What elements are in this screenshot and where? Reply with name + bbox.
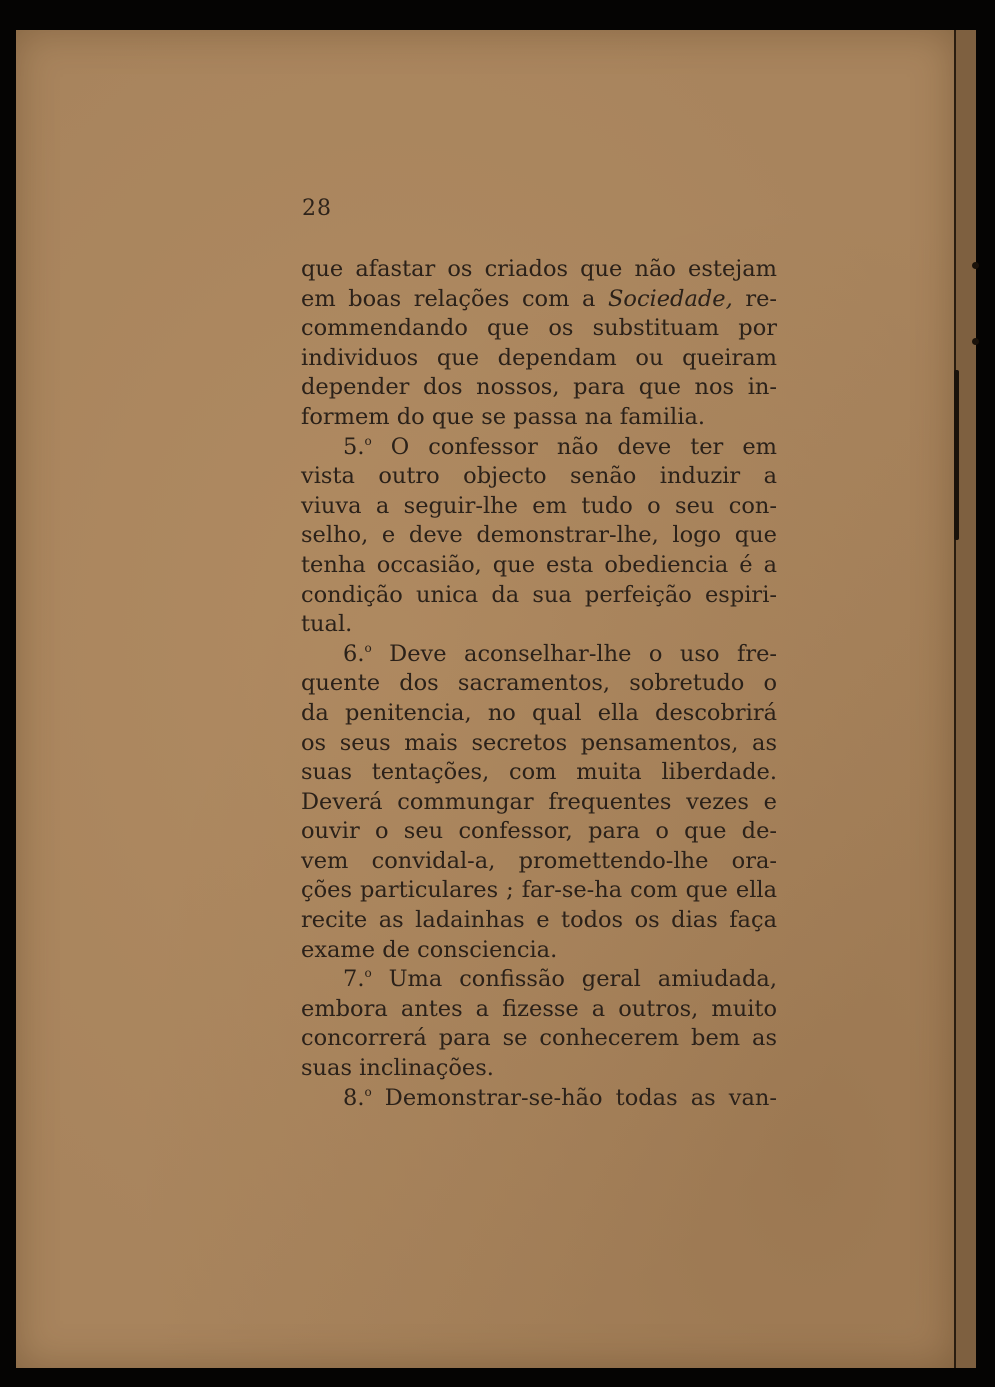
text-line: os seus mais secretos pensamentos, as — [301, 729, 777, 756]
text-line: que afastar os criados que não estejam — [301, 256, 777, 282]
paragraph-start: 8.$^o$ Demonstrar-se-hão todas as van- — [343, 1084, 777, 1111]
paragraph-start: 7.$^o$ Uma confissão geral amiudada, — [343, 966, 777, 993]
text-line: da penitencia, no qual ella descobrirá — [301, 699, 777, 726]
text-line: commendando que os substituam por — [301, 315, 777, 342]
italic-term: Sociedade, — [607, 285, 733, 312]
text-line: quente dos sacramentos, sobretudo o — [301, 670, 777, 697]
page-number: 28 — [302, 196, 332, 221]
text-line: exame de consciencia. — [301, 936, 558, 963]
text-line: Deverá commungar frequentes vezes e — [301, 788, 777, 815]
text-line: suas tentações, com muita liberdade. — [301, 759, 777, 786]
binding-hole — [972, 262, 979, 269]
text-line: selho, e deve demonstrar-lhe, logo que — [301, 522, 777, 549]
text-line: concorrerá para se conhecerem bem as — [301, 1025, 777, 1052]
paragraph-start: 6.$^o$ Deve aconselhar-lhe o uso fre- — [343, 640, 777, 667]
text-line: recite as ladainhas e todos os dias faça — [301, 907, 777, 934]
text-line: em boas relações com a Sociedade, re- — [301, 285, 777, 312]
binding-thread — [954, 370, 959, 540]
text-line: individuos que dependam ou queiram — [301, 344, 777, 371]
text-line: vista outro objecto senão induzir a — [301, 463, 777, 490]
text-line: tual. — [301, 611, 353, 638]
page-text — [301, 255, 777, 1113]
binding-hole — [972, 338, 979, 345]
text-line: ouvir o seu confessor, para o que de- — [301, 818, 777, 845]
text-line: tenha occasião, que esta obediencia é a — [301, 551, 777, 578]
text-line: vem convidal-a, promettendo-lhe ora- — [301, 847, 777, 874]
text-line: suas inclinações. — [301, 1055, 494, 1082]
text-line: viuva a seguir-lhe em tudo o seu con- — [301, 492, 777, 519]
adjacent-page-edge — [954, 30, 976, 1368]
text-line: condição unica da sua perfeição espiri- — [301, 581, 777, 608]
text-line: embora antes a fizesse a outros, muito — [301, 995, 777, 1022]
text-line: formem do que se passa na familia. — [301, 403, 706, 430]
text-line: ções particulares ; far-se-ha com que ella — [301, 877, 777, 904]
text-line: depender dos nossos, para que nos in- — [301, 374, 777, 401]
paragraph-start: 5.$^o$ O confessor não deve ter em — [343, 433, 777, 460]
